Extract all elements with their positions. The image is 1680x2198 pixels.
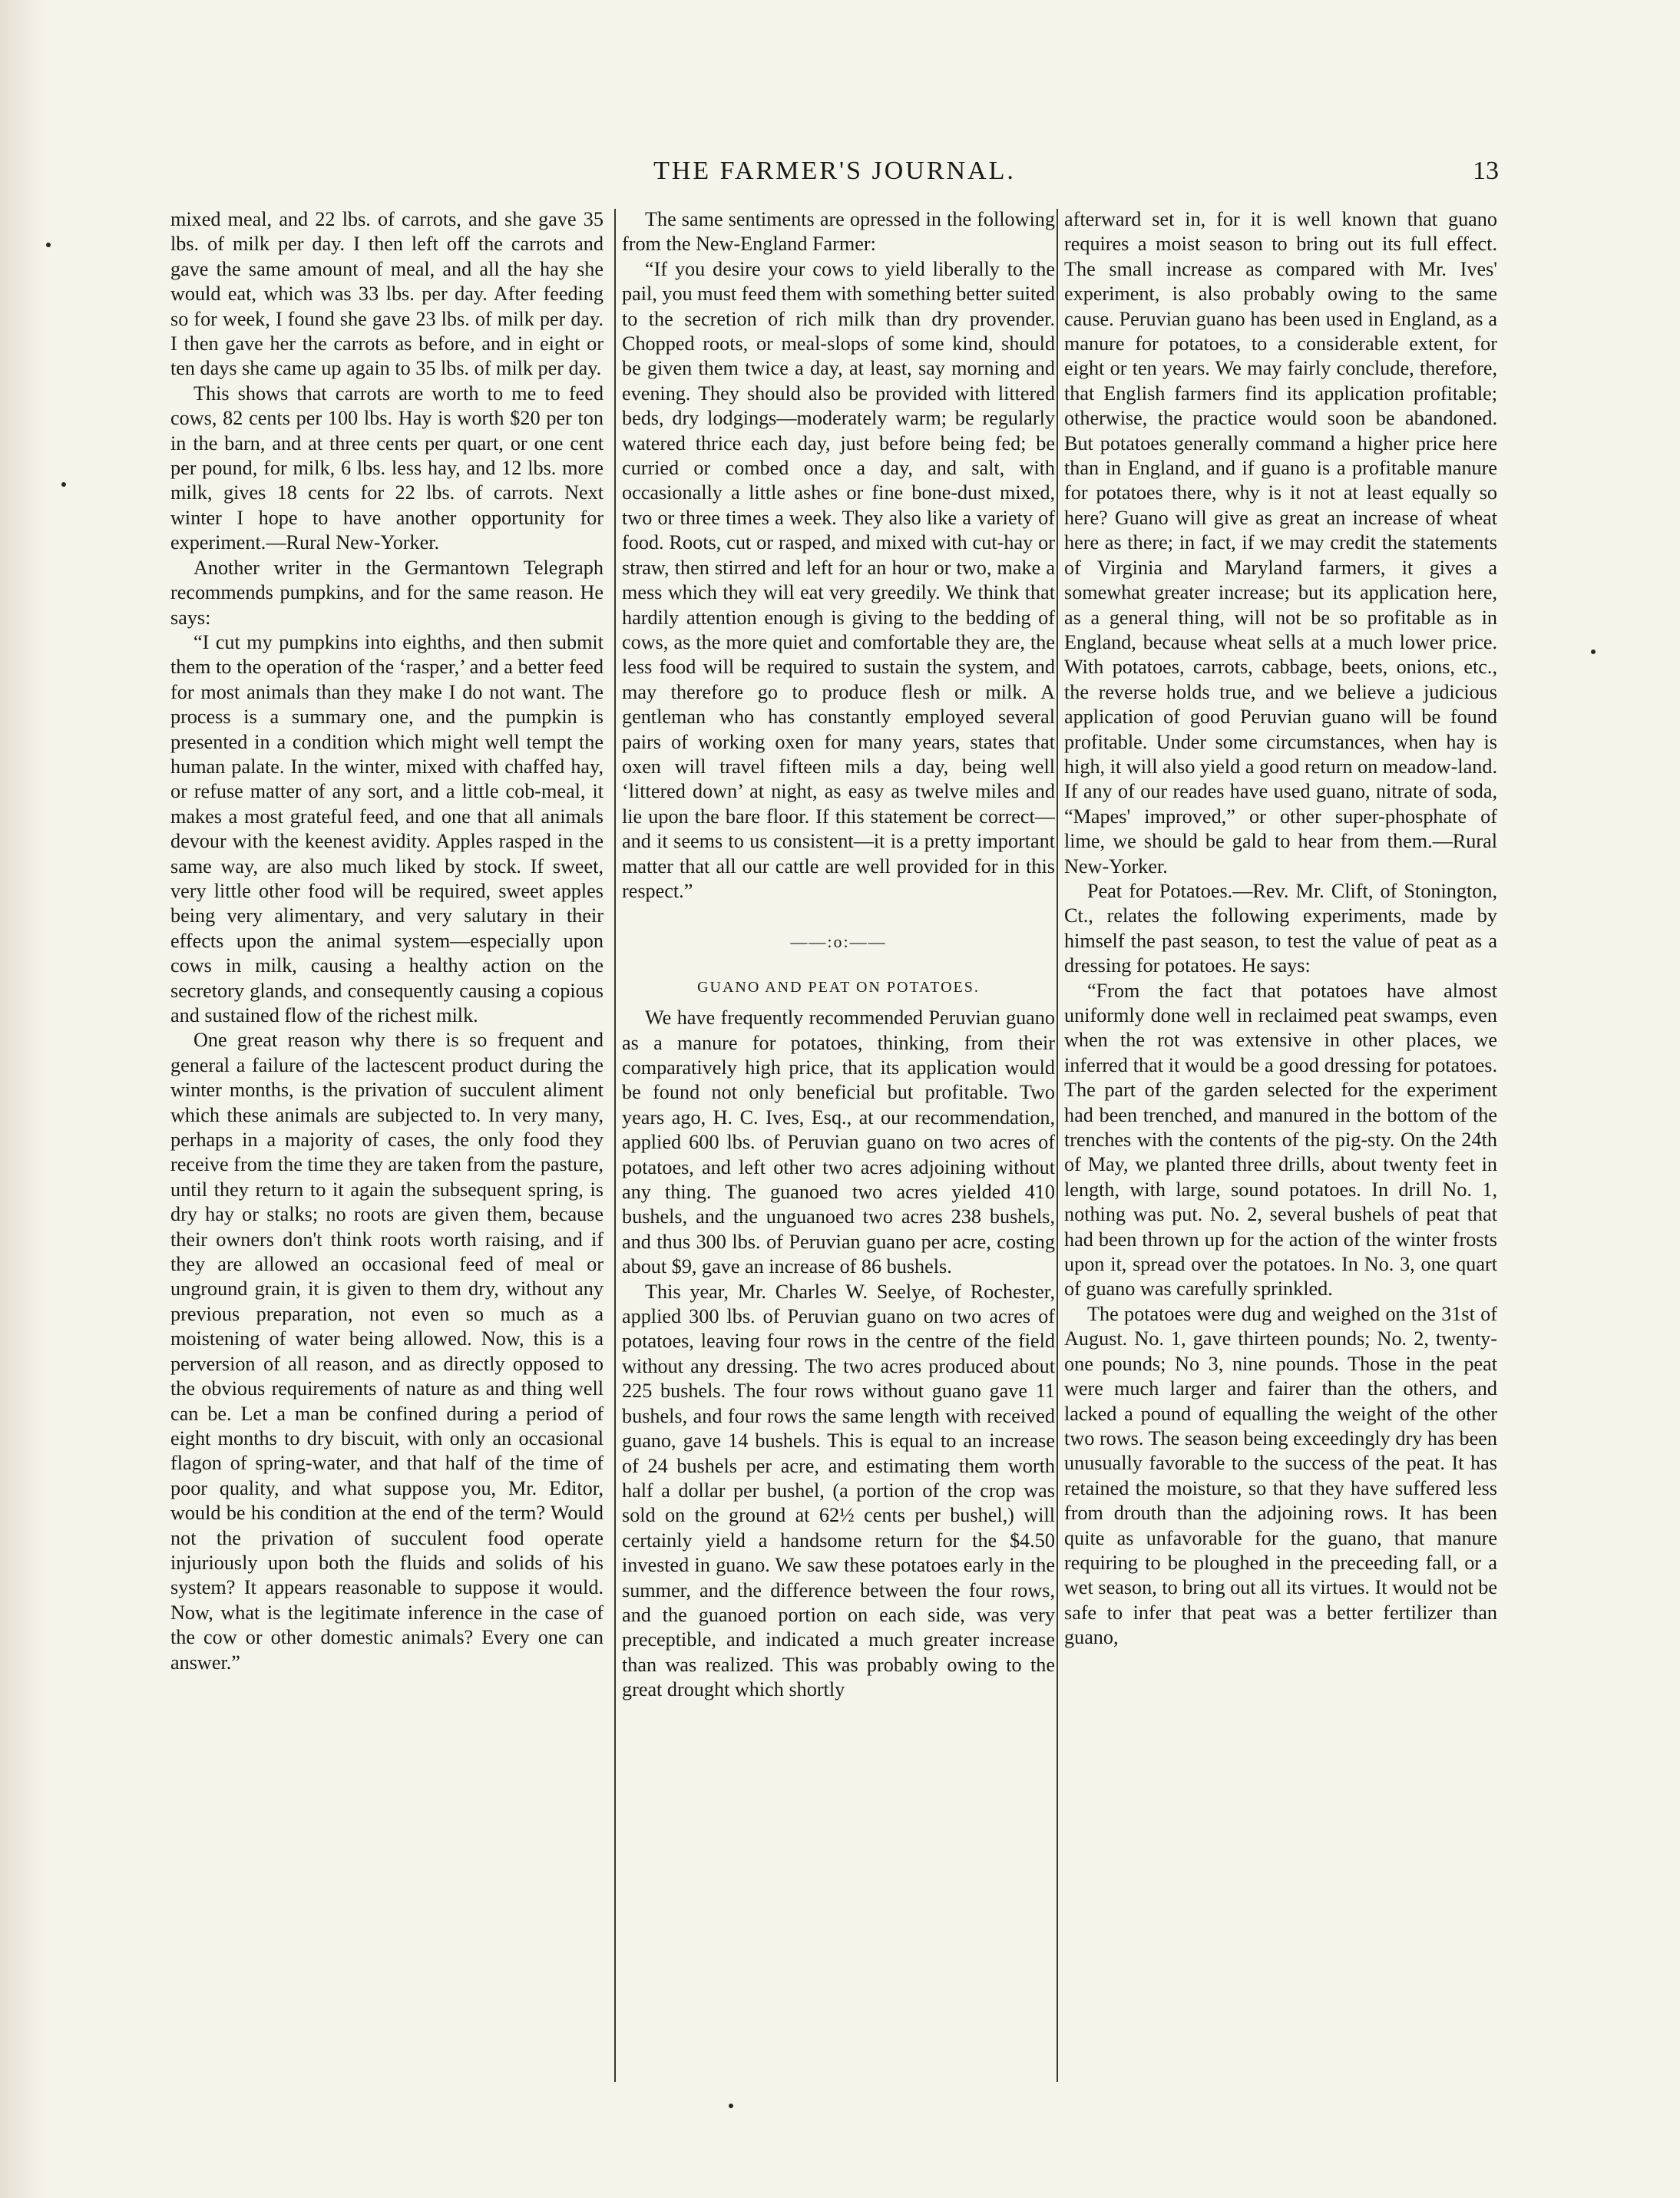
paragraph: The potatoes were dug and weighed on the 31st of August. No. 1, gave thirteen pounds; No. 2, twenty-one pounds; No 3, nine pounds. Those in the peat were much larger and fairer than the others, and lacked a pound of equalling the weight of the other two rows. The season being exceedingly dry has been unusually favorable to the success of the peat. It has retained the moisture, so that they have suffered less from drouth than the adjoining rows. It has been quite as unfavorable for the guano, that manure requiring to be ploughed in the preceeding fall, or a wet season, to bring out all its virtues. It would not be safe to infer that peat was a better fertilizer than guano,	[1064, 1302, 1497, 1649]
page-edge-shadow	[0, 0, 46, 2198]
paragraph: afterward set in, for it is well known that guano requires a moist season to bring out its full effect. The small increase as compared with Mr. Ives' experiment, is also probably owing to the same cause. Peruvian guano has been used in England, as a manure for potatoes, to a considerable extent, for eight or ten years. We may fairly conclude, therefore, that English farmers find its application profitable; otherwise, the practice would soon be abandoned. But potatoes generally command a higher price here than in England, and if guano is a profitable manure for potatoes there, why is it not at least equally so here? Guano will give as great an increase of wheat here as there; in fact, if we may credit the statements of Virginia and Maryland farmers, it gives a somewhat greater increase; but its application here, as a general thing, will not be so profitable as in England, because wheat sells at a much lower price. With potatoes, carrots, cabbage, beets, onions, etc., the reverse holds true, and we believe a judicious application of good Peruvian guano will be found profitable. Under some circumstances, when hay is high, it will also yield a good return on meadow-land. If any of our reades have used guano, nitrate of soda, “Mapes' improved,” or other super-phosphate of lime, we should be gald to hear from them.—Rural New-Yorker.	[1064, 208, 1497, 878]
ink-speck	[46, 243, 51, 247]
column-rule	[1057, 209, 1058, 2082]
paragraph: Peat for Potatoes.—Rev. Mr. Clift, of Stonington, Ct., relates the following experiments, made by himself the past season, to test the value of peat as a dressing for potatoes. He says:	[1064, 879, 1497, 977]
paragraph: “If you desire your cows to yield liberally to the pail, you must feed them with something better suited to the secretion of rich milk than dry provender. Chopped roots, or meal-slops of some kind, should be given them twice a day, at least, say morning and evening. They should also be provided with littered beds, dry lodgings—moderately warm; be regularly watered thrice each day, just before being fed; be curried or combed once a day, and salt, with occasionally a little ashes or fine bone-dust mixed, two or three times a week. They also like a variety of food. Roots, cut or rasped, and mixed with cut-hay or straw, then stirred and left for an hour or two, make a mess which they will eat very greedily. We think that hardily attention enough is giving to the bedding of cows, as the more quiet and comfortable they are, the less food will be required to sustain the system, and may therefore go to produce flesh or milk. A gentleman who has constantly employed several pairs of working oxen for many years, states that oxen will travel fifteen mils a day, being well ‘littered down’ at night, as easy as twelve miles and lie upon the bare floor. If this statement be correct—and it seems to us consistent—it is a pretty important matter that all our cattle are well provided for in this respect.”	[622, 257, 1055, 902]
paragraph: We have frequently recommended Peruvian guano as a manure for potatoes, thinking, from their comparatively high price, that its application would be found not only beneficial but profitable. Two years ago, H. C. Ives, Esq., at our recommendation, applied 600 lbs. of Peruvian guano on two acres of potatoes, and left other two acres adjoining without any thing. The guanoed two acres yielded 410 bushels, and the unguanoed two acres 238 bushels, and thus 300 lbs. of Peruvian guano per acre, costing about $9, gave an increase of 86 bushels.	[622, 1006, 1055, 1278]
page-header	[170, 157, 1499, 203]
column-rule	[614, 209, 616, 2082]
column-1	[170, 207, 604, 2104]
paragraph: One great reason why there is so frequent and general a failure of the lactescent product during the winter months, is the privation of succulent aliment which these animals are subjected to. In very many, perhaps in a majority of cases, the only food they receive from the time they are taken from the pasture, until they return to it again the subsequent spring, is dry hay or stalks; no roots are given them, because their owners don't think roots worth raising, and if they are allowed an occasional feed of meal or unground grain, it is given to them dry, without any previous preparation, not even so much as a moistening of water being allowed. Now, this is a perversion of all reason, and as directly opposed to the obvious requirements of nature as and thing well can be. Let a man be confined during a period of eight months to dry biscuit, with only an occasional flagon of spring-water, and that half of the time of poor quality, and what suppose you, Mr. Editor, would be his condition at the end of the term? Would not the privation of succulent food operate injuriously upon both the fluids and solids of his system? It appears reasonable to suppose it would. Now, what is the legitimate inference in the case of the cow or other domestic animals? Every one can answer.”	[170, 1029, 604, 1674]
paragraph: Another writer in the Germantown Telegraph recommends pumpkins, and for the same reason. He says:	[170, 556, 604, 629]
paragraph: mixed meal, and 22 lbs. of carrots, and she gave 35 lbs. of milk per day. I then left off the carrots and gave the same amount of meal, and all the hay she would eat, which was 33 lbs. per day. After feeding so for week, I found she gave 23 lbs. of milk per day. I then gave her the carrots as before, and in eight or ten days she came up again to 35 lbs. of milk per day.	[170, 208, 604, 380]
paragraph: This shows that carrots are worth to me to feed cows, 82 cents per 100 lbs. Hay is worth $20 per ton in the barn, and at three cents per quart, or one cent per pound, for milk, 6 lbs. less hay, and 12 lbs. more milk, gives 18 cents for 22 lbs. of carrots. Next winter I hope to have another opportunity for experiment.—Rural New-Yorker.	[170, 382, 604, 554]
ink-speck	[729, 2104, 733, 2108]
page-number: 13	[1473, 157, 1499, 185]
ink-speck	[61, 482, 66, 487]
paragraph: “From the fact that potatoes have almost uniformly done well in reclaimed peat swamps, even when the rot was extensive in other places, we inferred that it would be a good dressing for potatoes. The part of the garden selected for the experiment had been trenched, and manured in the bottom of the trenches with the contents of the pig-sty. On the 24th of May, we planted three drills, about twenty feet in length, with large, sound potatoes. In drill No. 1, nothing was put. No. 2, several bushels of peat that had been thrown up for the action of the winter frosts upon it, spread over the potatoes. In No. 3, one quart of guano was carefully sprinkled.	[1064, 979, 1497, 1301]
section-separator: ——:o:——	[790, 932, 887, 952]
column-3	[1064, 207, 1497, 2104]
paragraph: “I cut my pumpkins into eighths, and then submit them to the operation of the ‘rasper,’ and a better feed for most animals than they make I do not want. The process is a summary one, and the pumpkin is presented in a condition which might well tempt the human palate. In the winter, mixed with chaffed hay, or refuse matter of any sort, and a little cob-meal, it makes a most grateful feed, and one that all animals devour with the keenest avidity. Apples rasped in the same way, are also much liked by stock. If sweet, very little other food will be required, sweet apples being very alimentary, and very salutary in their effects upon the animal system—especially upon cows in milk, causing a healthy action on the secretory glands, and consequently causing a copious and sustained flow of the richest milk.	[170, 630, 604, 1026]
ink-speck	[1591, 649, 1596, 654]
paragraph: This year, Mr. Charles W. Seelye, of Rochester, applied 300 lbs. of Peruvian guano on two acres of potatoes, leaving four rows in the centre of the field without any dressing. The two acres produced about 225 bushels. The four rows without guano gave 11 bushels, and four rows the same length with received guano, gave 14 bushels. This is equal to an increase of 24 bushels per acre, and estimating them worth half a dollar per bushel, (a portion of the crop was sold on the ground at 62½ cents per bushel,) will certainly yield a handsome return for the $4.50 invested in guano. We saw these potatoes early in the summer, and the difference between the four rows, and the guanoed portion on each side, was very preceptible, and indicated a much greater increase than was realized. This was probably owing to the great drought which shortly	[622, 1280, 1055, 1701]
column-2	[622, 207, 1055, 2104]
section-heading: GUANO AND PEAT ON POTATOES.	[697, 978, 980, 996]
paragraph: The same sentiments are opressed in the following from the New-England Farmer:	[622, 208, 1055, 256]
running-title: THE FARMER'S JOURNAL.	[653, 157, 1016, 185]
